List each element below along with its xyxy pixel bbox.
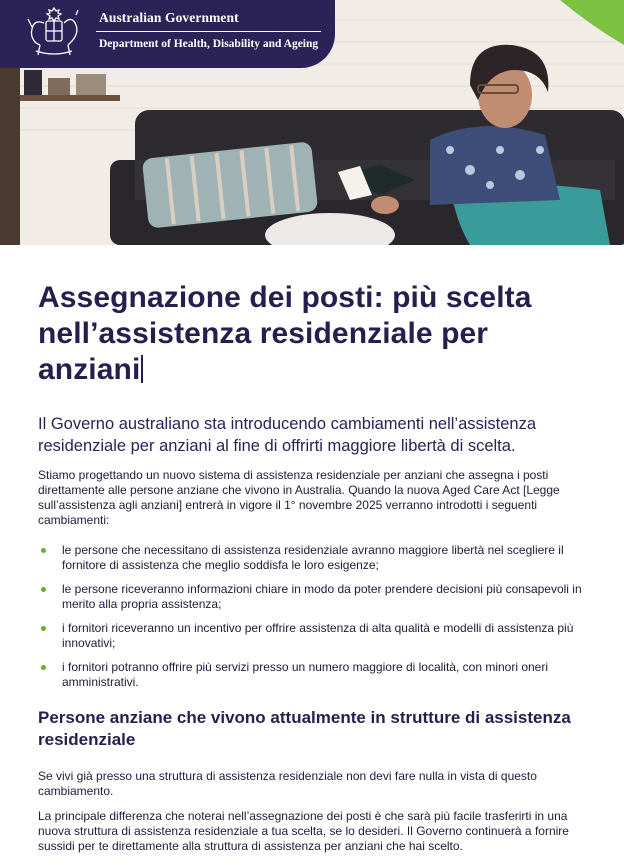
change-list [38, 543, 593, 690]
section-heading: Persone anziane che vivono attualmente in strutture di assistenza residenziale [38, 708, 571, 749]
lead-paragraph: Il Governo australiano sta introducendo cambiamenti nell’assistenza residenziale per anziani al fine di offrirti maggiore libertà di scelta. [38, 415, 537, 455]
section-paragraph-1: Se vivi già presso una struttura di assistenza residenziale non devi fare nulla in vista di questo cambiamento. [38, 769, 537, 798]
bullet-dot-icon [41, 626, 46, 631]
banner-divider [96, 31, 321, 32]
bullet-dot-icon [41, 665, 46, 670]
list-item-text: le persone riceveranno informazioni chiare in modo da poter prendere decisioni più consapevoli in merito alla propria assistenza; [62, 582, 582, 611]
list-item [38, 582, 593, 612]
list-item [38, 621, 593, 651]
document-title [38, 280, 593, 388]
government-banner [0, 0, 335, 68]
coat-of-arms-icon [22, 5, 86, 61]
bullet-dot-icon [41, 548, 46, 553]
list-item [38, 660, 593, 690]
department-name: Department of Health, Disability and Ageing [99, 38, 319, 50]
section-paragraph-2: La principale differenza che noterai nell’assegnazione dei posti è che sarà più facile trasferirti in una nuova struttura di assistenza residenziale a tua scelta, se lo desideri. Il Governo continuerà a fornire sussidi per te direttamente alla struttura di assistenza per anziani che hai scelto. [38, 809, 569, 853]
document-title-text: Assegnazione dei posti: più scelta nell’assistenza residenziale per anziani [38, 281, 532, 386]
text-cursor [141, 355, 143, 383]
document-body [38, 280, 593, 854]
header-photo [0, 0, 624, 245]
list-item-text: i fornitori riceveranno un incentivo per offrire assistenza di alta qualità e modelli di assistenza più innovativi; [62, 621, 574, 650]
government-title: Australian Government [99, 10, 239, 25]
list-item [38, 543, 593, 573]
bullet-dot-icon [41, 587, 46, 592]
list-item-text: i fornitori potranno offrire più servizi presso un numero maggiore di località, con minori oneri amministrativi. [62, 660, 549, 689]
intro-paragraph: Stiamo progettando un nuovo sistema di assistenza residenziale per anziani che assegna i posti direttamente alle persone anziane che vivono in Australia. Quando la nuova Aged Care Act [Legge sull’assistenza agli anziani] entrerà in vigore il 1° novembre 2025 verranno introdotti i seguenti cambiamenti: [38, 468, 560, 527]
list-item-text: le persone che necessitano di assistenza residenziale avranno maggiore libertà nel scegliere il fornitore di assistenza che meglio soddisfa le loro esigenze; [62, 543, 564, 572]
